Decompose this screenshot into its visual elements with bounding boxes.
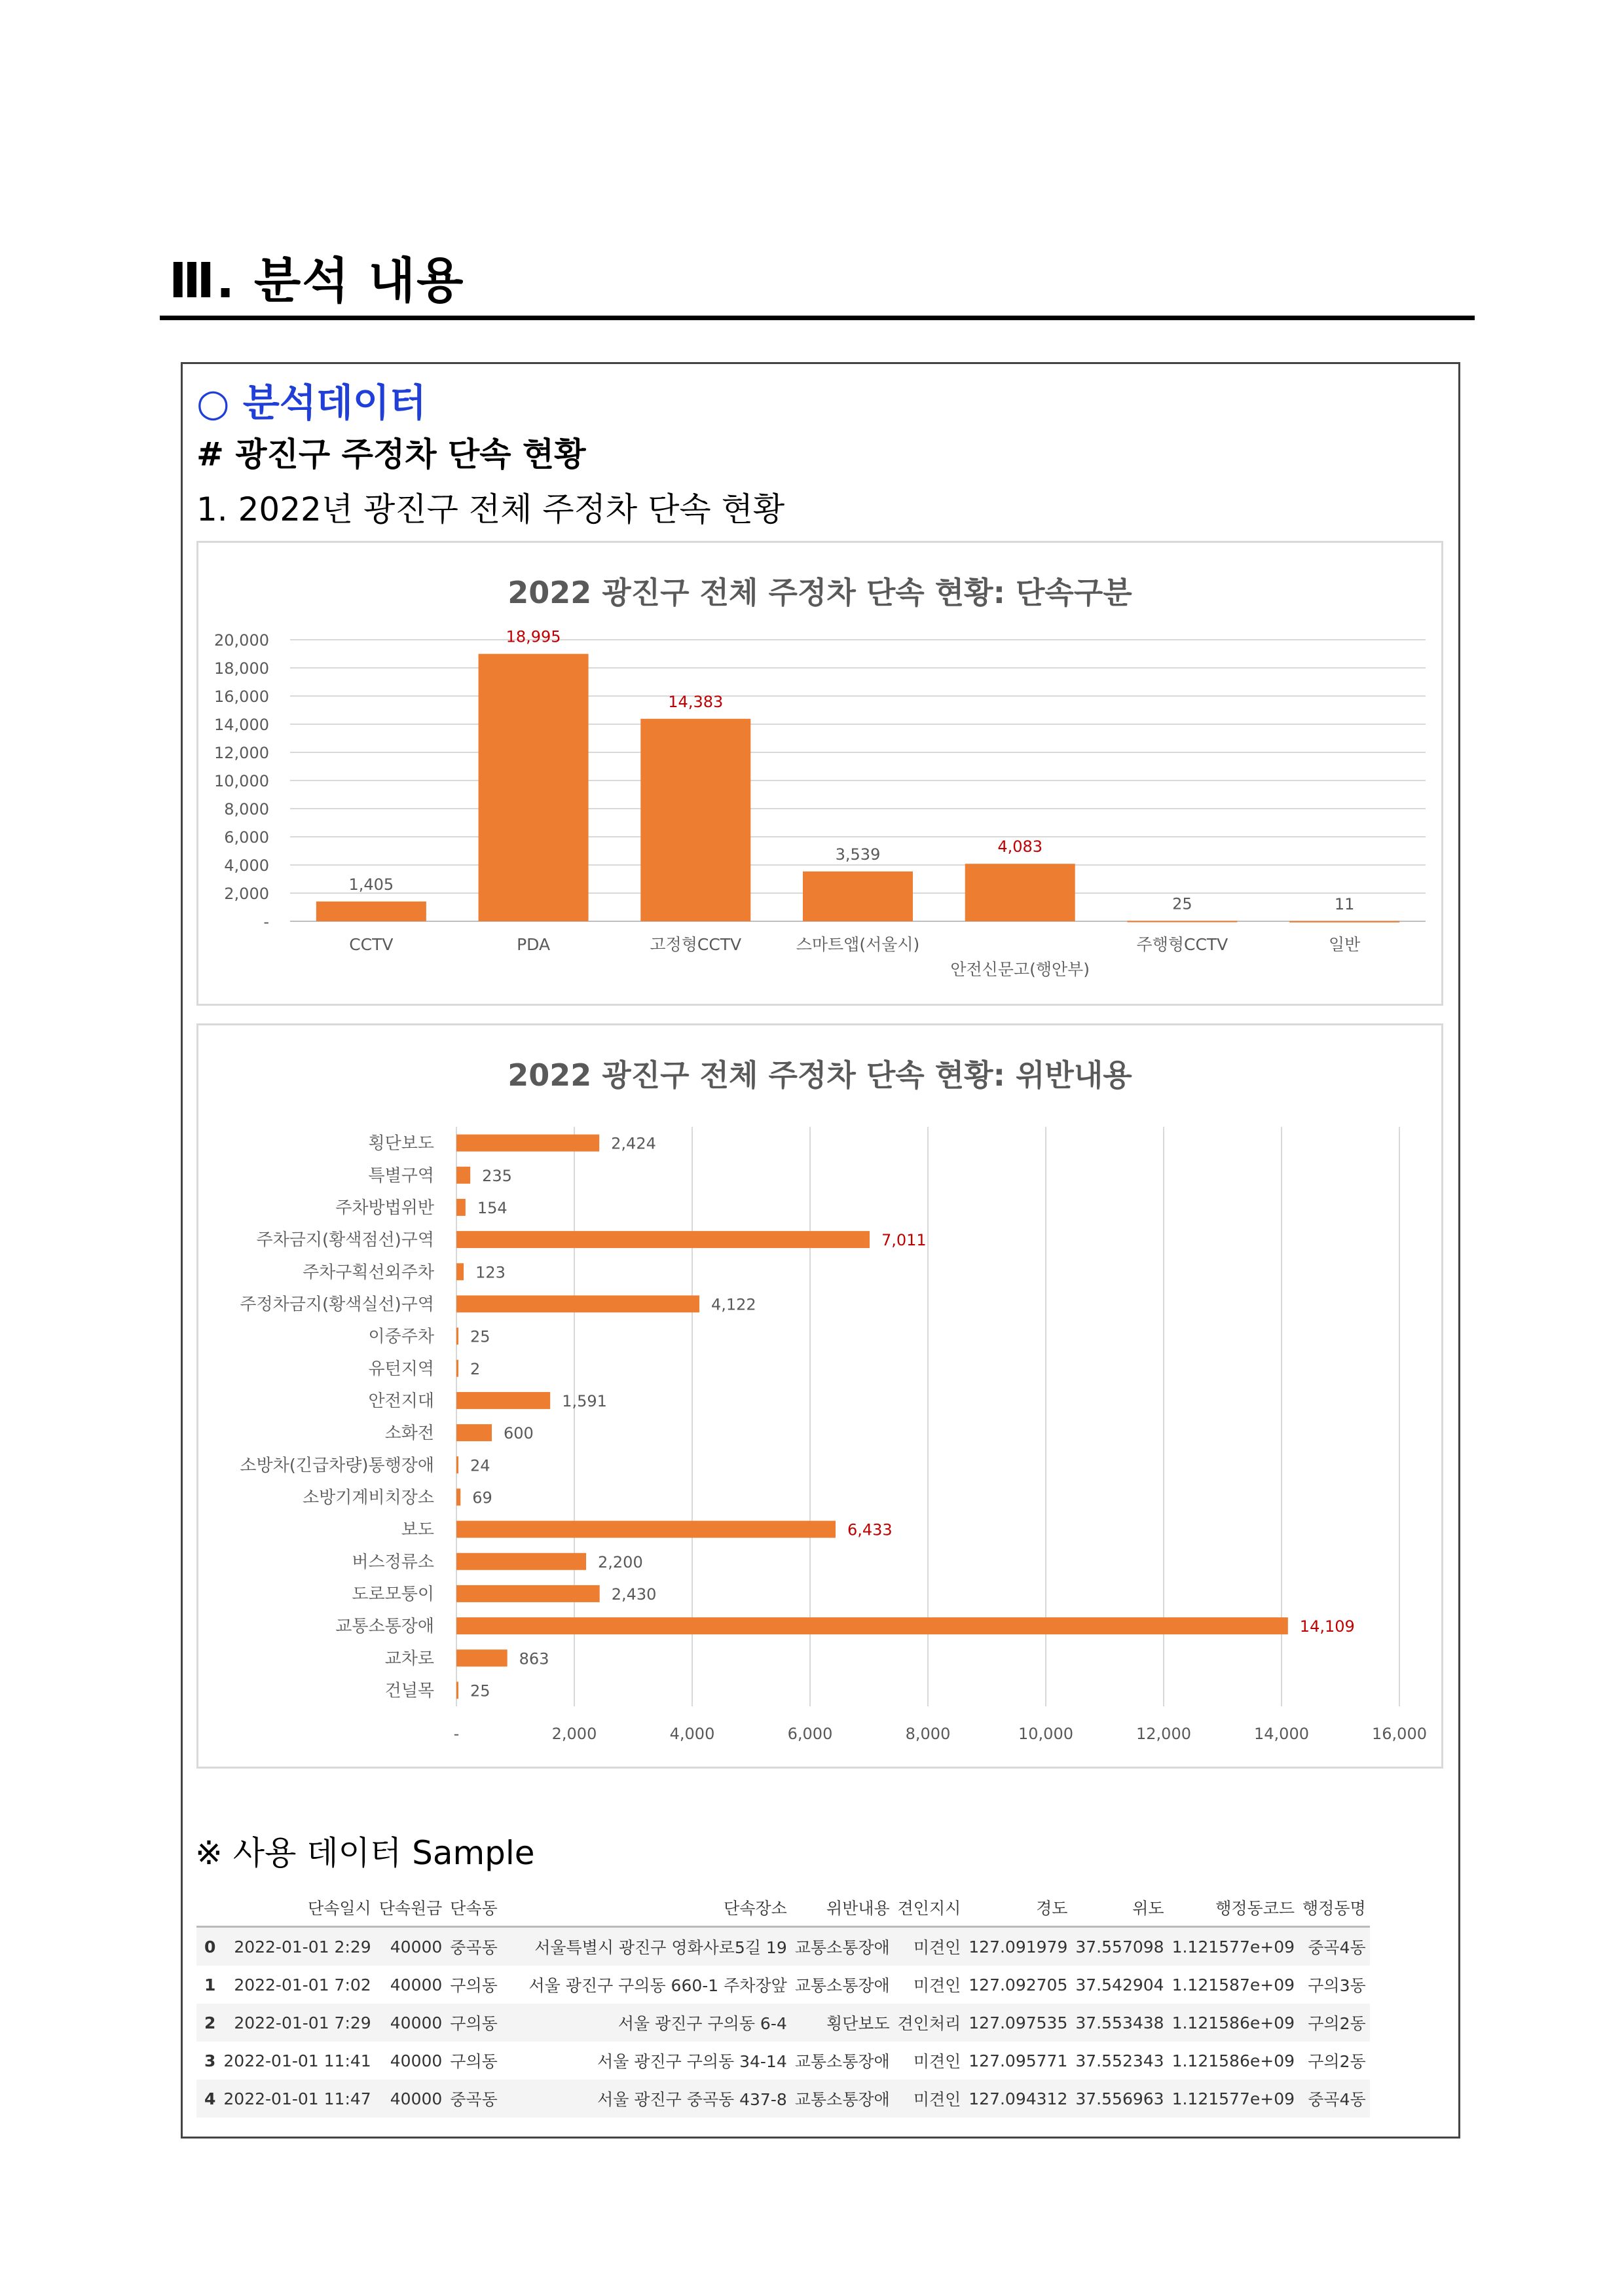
bar — [456, 1649, 507, 1666]
data-label: 25 — [470, 1681, 490, 1700]
table-cell: 중곡동 — [446, 2080, 501, 2118]
bar — [456, 1295, 699, 1312]
sample-data-table — [196, 1889, 1370, 2118]
sample-data-title: ※ 사용 데이터 Sample — [195, 1834, 535, 1872]
table-cell: 2022-01-01 7:02 — [234, 1975, 371, 1994]
x-tick-label: 2,000 — [551, 1725, 597, 1743]
data-label: 25 — [470, 1327, 490, 1346]
table-cell: 127.095771 — [969, 2051, 1068, 2070]
table-cell: 1.121577e+09 — [1168, 2080, 1299, 2118]
table-cell: 중곡동 — [446, 1927, 501, 1966]
table-cell: 서울 광진구 중곡동 437-8 — [502, 2080, 791, 2118]
table-cell: 구의2동 — [1299, 2004, 1370, 2042]
table-cell: 서울특별시 광진구 영화사로5길 19 — [502, 1927, 791, 1966]
data-label: 3,539 — [835, 845, 881, 864]
table-cell: 37.556963 — [1071, 2080, 1168, 2118]
table-cell: 37.553438 — [1071, 2004, 1168, 2042]
table-cell: 2022-01-01 2:29 — [219, 1927, 375, 1966]
column-header: 경도 — [965, 1889, 1071, 1927]
column-header: 위반내용 — [791, 1889, 894, 1927]
analysis-data-heading: ○ 분석데이터 — [196, 380, 426, 425]
table-cell: 1 — [204, 1975, 216, 1994]
bar — [456, 1424, 492, 1441]
x-tick-label: 주행형CCTV — [1136, 935, 1228, 954]
table-cell: 40000 — [375, 1927, 447, 1966]
data-label: 2,430 — [611, 1585, 657, 1604]
data-label: 25 — [1172, 894, 1192, 913]
y-tick-label: 주정차금지(황색실선)구역 — [240, 1294, 434, 1315]
x-tick-label: 안전신문고(행안부) — [950, 960, 1090, 979]
x-tick-label: 고정형CCTV — [650, 935, 742, 954]
x-tick-label: 8,000 — [905, 1725, 951, 1743]
column-header: 행정동명 — [1299, 1889, 1370, 1927]
y-tick-label: 12,000 — [214, 744, 269, 762]
table-cell: 미견인 — [894, 1927, 965, 1966]
table-cell: 미견인 — [894, 2080, 965, 2118]
table-cell: 2022-01-01 7:29 — [219, 2004, 375, 2042]
data-label: 14,109 — [1299, 1617, 1355, 1636]
table-cell: 37.552343 — [1075, 2051, 1164, 2070]
table-cell: 구의2동 — [1308, 2052, 1366, 2071]
table-cell: 구의동 — [446, 2004, 501, 2042]
table-cell: 구의동 — [450, 1976, 498, 1995]
table-cell: 127.092705 — [969, 1975, 1068, 1994]
table-cell: 127.094312 — [965, 2080, 1071, 2118]
table-cell: 구의3동 — [1308, 1976, 1366, 1995]
y-tick-label: 8,000 — [224, 800, 269, 818]
bar — [456, 1681, 458, 1698]
x-tick-label: 스마트앱(서울시) — [796, 935, 920, 954]
table-cell: 4 — [196, 2080, 219, 2118]
table-row — [196, 1966, 1370, 2004]
bar — [456, 1617, 1288, 1634]
bar — [456, 1456, 458, 1473]
data-label: 69 — [472, 1488, 492, 1507]
table-cell: 교통소통장애 — [794, 2052, 890, 2071]
x-tick-label: 6,000 — [787, 1725, 833, 1743]
y-tick-label: 안전지대 — [368, 1391, 434, 1411]
y-tick-label: 교차로 — [384, 1649, 434, 1669]
table-cell: 미견인 — [913, 2052, 961, 2071]
bar — [456, 1231, 870, 1248]
data-label: 1,405 — [348, 875, 394, 894]
bar — [456, 1360, 458, 1377]
table-header-row — [196, 1889, 1370, 1927]
table-cell: 3 — [204, 2051, 216, 2070]
column-header: 단속동 — [446, 1889, 501, 1927]
table-cell: 횡단보도 — [791, 2004, 894, 2042]
data-label: 123 — [475, 1263, 506, 1282]
y-tick-label: 주차방법위반 — [335, 1198, 434, 1218]
data-label: 4,083 — [997, 837, 1043, 856]
table-cell: 교통소통장애 — [794, 1976, 890, 1995]
data-label: 600 — [504, 1424, 534, 1443]
data-label: 2 — [470, 1359, 481, 1378]
table-cell: 1.121586e+09 — [1172, 2051, 1295, 2070]
data-label: 1,591 — [562, 1391, 607, 1410]
y-tick-label: 도로모퉁이 — [352, 1584, 434, 1604]
y-tick-label: 20,000 — [214, 631, 269, 650]
column-header: 단속일시 — [219, 1889, 375, 1927]
bar — [456, 1585, 600, 1602]
y-tick-label: 특별구역 — [368, 1166, 434, 1186]
data-label: 2,424 — [611, 1134, 656, 1153]
y-tick-label: 횡단보도 — [368, 1133, 434, 1154]
y-tick-label: 6,000 — [224, 828, 269, 847]
table-cell: 40000 — [390, 2051, 443, 2070]
column-header — [196, 1889, 219, 1927]
column-header: 행정동코드 — [1168, 1889, 1299, 1927]
table-cell: 교통소통장애 — [791, 2080, 894, 2118]
table-cell: 2 — [196, 2004, 219, 2042]
table-cell: 1.121587e+09 — [1172, 1975, 1295, 1994]
table-cell: 2022-01-01 11:47 — [219, 2080, 375, 2118]
y-tick-label: 2,000 — [224, 885, 269, 903]
bar — [640, 719, 750, 921]
table-cell: 2022-01-01 11:41 — [223, 2051, 371, 2070]
bar — [1289, 921, 1399, 923]
table-cell: 구의동 — [450, 2052, 498, 2071]
bar — [456, 1328, 458, 1345]
column-header: 단속원금 — [375, 1889, 447, 1927]
y-tick-label: 소방기계비치장소 — [303, 1488, 434, 1508]
table-cell: 0 — [196, 1927, 219, 1966]
y-tick-label: 보도 — [401, 1520, 434, 1540]
y-tick-label: 4,000 — [224, 856, 269, 875]
table-cell: 미견인 — [913, 1976, 961, 1995]
x-tick-label: 14,000 — [1254, 1725, 1309, 1743]
chart1-plot — [198, 543, 1441, 1004]
table-cell: 37.542904 — [1075, 1975, 1164, 1994]
y-tick-label: 이중주차 — [368, 1327, 434, 1347]
chart2-title: 2022 광진구 전체 주정차 단속 현황: 위반내용 — [507, 1057, 1132, 1093]
section-title: Ⅲ. 분석 내용 — [169, 253, 465, 309]
item-1-heading: 1. 2022년 광진구 전체 주정차 단속 현황 — [196, 490, 785, 528]
table-row — [196, 2004, 1370, 2042]
chart2-plot — [198, 1025, 1441, 1767]
table-cell: 교통소통장애 — [791, 1927, 894, 1966]
bar — [1127, 921, 1237, 922]
bar — [456, 1167, 470, 1184]
y-tick-label: 유턴지역 — [368, 1359, 434, 1379]
bar — [316, 902, 426, 921]
bar — [456, 1392, 550, 1409]
x-tick-label: 16,000 — [1372, 1725, 1427, 1743]
data-label: 154 — [477, 1198, 507, 1217]
y-tick-label: 소방차(긴급차량)통행장애 — [240, 1456, 434, 1476]
table-cell: 37.557098 — [1071, 1927, 1168, 1966]
table-cell: 서울 광진구 구의동 6-4 — [502, 2004, 791, 2042]
data-label: 18,995 — [506, 627, 561, 646]
table-row — [196, 2080, 1370, 2118]
data-label: 235 — [482, 1166, 512, 1185]
table-cell: 1.121586e+09 — [1168, 2004, 1299, 2042]
table-cell: 중곡4동 — [1299, 1927, 1370, 1966]
table-row — [196, 1927, 1370, 1966]
bar — [479, 654, 589, 921]
y-tick-label: 건널목 — [384, 1681, 434, 1701]
chart1-title: 2022 광진구 전체 주정차 단속 현황: 단속구분 — [507, 575, 1132, 610]
y-tick-label: 18,000 — [214, 659, 269, 678]
table-cell: 중곡4동 — [1299, 2080, 1370, 2118]
data-label: 2,200 — [598, 1552, 643, 1571]
bar — [965, 864, 1075, 921]
table-cell: 1.121577e+09 — [1168, 1927, 1299, 1966]
column-header: 단속장소 — [502, 1889, 791, 1927]
data-label: 7,011 — [881, 1231, 927, 1250]
table-cell: 127.097535 — [965, 2004, 1071, 2042]
data-label: 4,122 — [710, 1295, 756, 1314]
title-divider — [160, 316, 1475, 320]
bar — [803, 872, 913, 921]
y-tick-label: 주차금지(황색점선)구역 — [256, 1230, 434, 1251]
y-tick-label: 14,000 — [214, 716, 269, 734]
table-cell: 견인처리 — [894, 2004, 965, 2042]
x-tick-label: CCTV — [349, 935, 394, 954]
y-tick-label: 교통소통장애 — [335, 1617, 434, 1637]
x-tick-label: - — [453, 1725, 460, 1743]
x-tick-label: 10,000 — [1018, 1725, 1073, 1743]
table-row — [196, 2042, 1370, 2080]
y-tick-label: 버스정류소 — [352, 1552, 434, 1572]
data-label: 24 — [470, 1456, 490, 1475]
column-header: 견인지시 — [894, 1889, 965, 1927]
x-tick-label: 일반 — [1328, 935, 1361, 954]
column-header: 위도 — [1071, 1889, 1168, 1927]
data-label: 6,433 — [847, 1520, 893, 1539]
y-tick-label: - — [263, 913, 269, 931]
table-cell: 40000 — [390, 1975, 443, 1994]
bar — [456, 1521, 836, 1538]
x-tick-label: 12,000 — [1136, 1725, 1191, 1743]
table-cell: 127.091979 — [965, 1927, 1071, 1966]
table-cell: 서울 광진구 구의동 660-1 주차장앞 — [528, 1976, 787, 1995]
chart-violation-type — [196, 1023, 1443, 1769]
y-tick-label: 16,000 — [214, 688, 269, 706]
y-tick-label: 주차구획선외주차 — [303, 1262, 434, 1283]
data-label: 863 — [519, 1649, 549, 1668]
x-tick-label: PDA — [517, 935, 551, 954]
enforcement-status-heading: # 광진구 주정차 단속 현황 — [196, 435, 586, 473]
bar — [456, 1135, 599, 1152]
data-label: 11 — [1334, 894, 1355, 913]
table-cell: 40000 — [375, 2004, 447, 2042]
table-cell: 40000 — [375, 2080, 447, 2118]
y-tick-label: 소화전 — [384, 1423, 434, 1444]
data-label: 14,383 — [668, 692, 724, 711]
bar — [456, 1488, 460, 1505]
table-cell: 서울 광진구 구의동 34-14 — [597, 2052, 787, 2071]
bar — [456, 1553, 586, 1570]
bar — [456, 1199, 466, 1216]
chart-enforcement-type — [196, 541, 1443, 1006]
y-tick-label: 10,000 — [214, 772, 269, 790]
x-tick-label: 4,000 — [669, 1725, 715, 1743]
bar — [456, 1263, 464, 1280]
